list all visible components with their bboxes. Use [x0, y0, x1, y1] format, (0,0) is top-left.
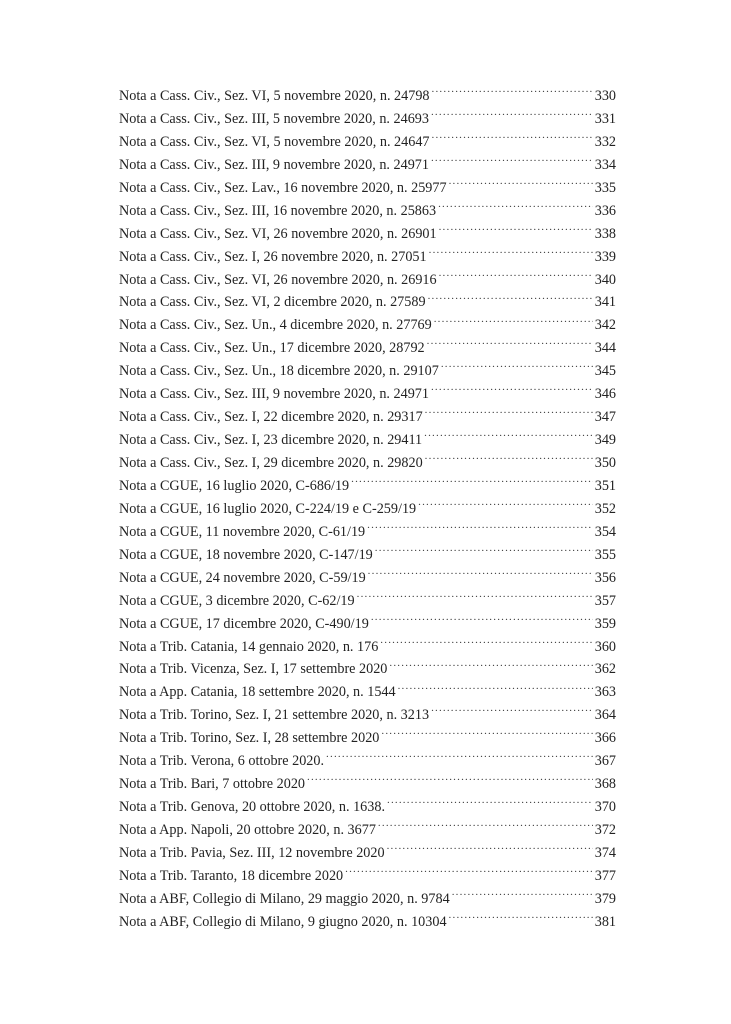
toc-entry-page-number: 347 — [594, 409, 616, 426]
toc-entry-title: Nota a CGUE, 3 dicembre 2020, C-62/19 — [119, 592, 355, 609]
toc-entry-title: Nota a Trib. Bari, 7 ottobre 2020 — [119, 776, 306, 793]
toc-entry — [119, 681, 616, 704]
toc-entry-page-number: 360 — [594, 638, 616, 655]
toc-entry — [119, 773, 616, 796]
toc-entry-page-number: 334 — [594, 156, 616, 173]
toc-entry-title: Nota a Trib. Torino, Sez. I, 28 settembre 2020 — [119, 730, 380, 747]
toc-entry-page-number: 363 — [594, 684, 616, 701]
table-of-contents — [119, 85, 616, 934]
dot-leader — [418, 499, 593, 513]
toc-entry — [119, 636, 616, 659]
dot-leader — [326, 751, 593, 765]
dot-leader — [452, 889, 593, 903]
toc-entry — [119, 177, 616, 200]
dot-leader — [381, 728, 592, 742]
toc-entry — [119, 291, 616, 314]
toc-entry — [119, 544, 616, 567]
toc-entry — [119, 498, 616, 521]
toc-entry-title: Nota a App. Catania, 18 settembre 2020, n. 1544 — [119, 684, 396, 701]
toc-entry-page-number: 346 — [594, 386, 616, 403]
toc-entry-title: Nota a CGUE, 16 luglio 2020, C-224/19 e C-259/19 — [119, 500, 417, 517]
toc-entry-title: Nota a ABF, Collegio di Milano, 29 maggio 2020, n. 9784 — [119, 890, 450, 907]
dot-leader — [449, 178, 593, 192]
toc-entry-page-number: 340 — [594, 271, 616, 288]
dot-leader — [428, 292, 593, 306]
toc-entry-title: Nota a Cass. Civ., Sez. VI, 2 dicembre 2020, n. 27589 — [119, 294, 426, 311]
toc-entry-title: Nota a CGUE, 16 luglio 2020, C-686/19 — [119, 477, 350, 494]
toc-entry-title: Nota a CGUE, 17 dicembre 2020, C-490/19 — [119, 615, 369, 632]
toc-entry-title: Nota a Cass. Civ., Sez. I, 29 dicembre 2020, n. 29820 — [119, 455, 423, 471]
dot-leader — [431, 109, 593, 123]
toc-entry — [119, 750, 616, 773]
toc-entry-title: Nota a Cass. Civ., Sez. Un., 18 dicembre 2020, n. 29107 — [119, 363, 439, 380]
toc-entry — [119, 911, 616, 934]
toc-entry — [119, 475, 616, 498]
dot-leader — [387, 843, 593, 857]
toc-entry — [119, 865, 616, 888]
toc-entry — [119, 452, 616, 475]
toc-entry — [119, 613, 616, 636]
toc-entry-title: Nota a CGUE, 24 novembre 2020, C-59/19 — [119, 569, 366, 586]
toc-entry-page-number: 370 — [594, 799, 616, 816]
toc-entry — [119, 154, 616, 177]
toc-entry — [119, 796, 616, 819]
toc-entry — [119, 269, 616, 292]
toc-entry-page-number: 352 — [594, 500, 616, 517]
dot-leader — [378, 820, 593, 834]
toc-entry — [119, 521, 616, 544]
dot-leader — [345, 866, 593, 880]
dot-leader — [371, 613, 593, 627]
toc-entry-page-number: 359 — [594, 615, 616, 632]
toc-entry-page-number: 342 — [594, 317, 616, 334]
toc-entry — [119, 819, 616, 842]
toc-entry-page-number: 332 — [594, 133, 616, 150]
toc-entry — [119, 223, 616, 246]
toc-entry-title: Nota a CGUE, 11 novembre 2020, C-61/19 — [119, 523, 366, 540]
toc-entry-page-number: 367 — [594, 753, 616, 770]
dot-leader — [427, 338, 593, 352]
toc-entry-page-number: 336 — [594, 202, 616, 219]
toc-entry-page-number: 331 — [594, 110, 616, 127]
dot-leader — [357, 590, 593, 604]
toc-entry-title: Nota a Trib. Pavia, Sez. III, 12 novembre 2020 — [119, 844, 385, 861]
dot-leader — [307, 774, 593, 788]
toc-entry-title: Nota a Cass. Civ., Sez. I, 23 dicembre 2020, n. 29411 — [119, 432, 423, 449]
toc-entry — [119, 704, 616, 727]
toc-entry-title: Nota a ABF, Collegio di Milano, 9 giugno 2020, n. 10304 — [119, 913, 447, 930]
toc-entry-page-number: 381 — [594, 913, 616, 930]
toc-entry-page-number: 364 — [594, 707, 616, 724]
toc-entry-title: Nota a Trib. Catania, 14 gennaio 2020, n. 176 — [119, 638, 379, 655]
toc-entry-title: Nota a Cass. Civ., Sez. VI, 26 novembre 2020, n. 26916 — [119, 271, 437, 288]
toc-entry-page-number: 377 — [594, 867, 616, 884]
dot-leader — [434, 315, 593, 329]
toc-entry-title: Nota a Cass. Civ., Sez. I, 22 dicembre 2020, n. 29317 — [119, 409, 423, 426]
dot-leader — [431, 705, 593, 719]
dot-leader — [425, 407, 593, 421]
toc-entry — [119, 842, 616, 865]
toc-entry-page-number: 341 — [594, 294, 616, 311]
toc-entry — [119, 429, 616, 452]
toc-entry-title: Nota a CGUE, 18 novembre 2020, C-147/19 — [119, 546, 373, 563]
toc-entry — [119, 590, 616, 613]
toc-entry-page-number: 366 — [594, 730, 616, 747]
dot-leader — [431, 384, 593, 398]
toc-entry — [119, 200, 616, 223]
toc-entry — [119, 888, 616, 911]
toc-entry-page-number: 345 — [594, 363, 616, 380]
toc-entry-page-number: 362 — [594, 661, 616, 678]
toc-entry-page-number: 379 — [594, 890, 616, 907]
toc-entry-title: Nota a Cass. Civ., Sez. III, 9 novembre 2020, n. 24971 — [119, 386, 429, 403]
toc-entry-title: Nota a Trib. Genova, 20 ottobre 2020, n. 1638. — [119, 799, 385, 816]
toc-entry-page-number: 351 — [594, 477, 616, 494]
dot-leader — [351, 476, 593, 490]
toc-entry-page-number: 335 — [594, 179, 616, 196]
toc-entry-page-number: 357 — [594, 592, 616, 609]
toc-entry-page-number: 338 — [594, 225, 616, 242]
toc-entry-title: Nota a App. Napoli, 20 ottobre 2020, n. 3677 — [119, 822, 376, 838]
dot-leader — [398, 682, 593, 696]
toc-entry-title: Nota a Cass. Civ., Sez. III, 9 novembre 2020, n. 24971 — [119, 156, 429, 173]
toc-entry-page-number: 354 — [594, 523, 616, 540]
toc-entry-page-number: 350 — [594, 455, 616, 471]
toc-entry-title: Nota a Cass. Civ., Sez. VI, 26 novembre 2020, n. 26901 — [119, 225, 437, 242]
toc-entry-title: Nota a Cass. Civ., Sez. VI, 5 novembre 2020, n. 24798 — [119, 88, 430, 104]
dot-leader — [439, 223, 593, 237]
toc-entry-page-number: 339 — [594, 248, 616, 265]
toc-entry-page-number: 374 — [594, 844, 616, 861]
toc-entry-title: Nota a Trib. Vicenza, Sez. I, 17 settembre 2020 — [119, 661, 388, 678]
toc-entry-page-number: 372 — [594, 822, 616, 838]
toc-entry — [119, 85, 616, 108]
toc-entry-title: Nota a Cass. Civ., Sez. Lav., 16 novembre 2020, n. 25977 — [119, 179, 447, 196]
toc-entry-title: Nota a Cass. Civ., Sez. III, 5 novembre 2020, n. 24693 — [119, 110, 429, 127]
toc-entry-title: Nota a Trib. Torino, Sez. I, 21 settembre 2020, n. 3213 — [119, 707, 430, 724]
dot-leader — [438, 201, 593, 215]
dot-leader — [449, 912, 593, 926]
dot-leader — [380, 636, 592, 650]
dot-leader — [389, 659, 592, 673]
dot-leader — [432, 132, 593, 146]
toc-entry-title: Nota a Cass. Civ., Sez. Un., 17 dicembre 2020, 28792 — [119, 340, 425, 357]
dot-leader — [387, 797, 593, 811]
toc-entry-page-number: 349 — [594, 432, 616, 449]
dot-leader — [375, 545, 593, 559]
toc-entry-title: Nota a Cass. Civ., Sez. I, 26 novembre 2020, n. 27051 — [119, 248, 427, 265]
toc-entry — [119, 727, 616, 750]
toc-entry-title: Nota a Trib. Taranto, 18 dicembre 2020 — [119, 867, 344, 884]
toc-entry — [119, 337, 616, 360]
dot-leader — [432, 86, 593, 100]
toc-entry-page-number: 330 — [594, 88, 616, 104]
toc-entry — [119, 360, 616, 383]
toc-entry — [119, 658, 616, 681]
dot-leader — [368, 568, 593, 582]
toc-entry-title: Nota a Cass. Civ., Sez. III, 16 novembre 2020, n. 25863 — [119, 202, 437, 219]
toc-entry — [119, 406, 616, 429]
dot-leader — [439, 269, 593, 283]
toc-entry-page-number: 344 — [594, 340, 616, 357]
dot-leader — [367, 522, 593, 536]
dot-leader — [429, 246, 593, 260]
toc-entry — [119, 567, 616, 590]
dot-leader — [431, 155, 593, 169]
toc-entry — [119, 246, 616, 269]
toc-entry — [119, 108, 616, 131]
toc-entry — [119, 314, 616, 337]
dot-leader — [424, 430, 593, 444]
toc-entry-page-number: 355 — [594, 546, 616, 563]
toc-entry-title: Nota a Cass. Civ., Sez. VI, 5 novembre 2020, n. 24647 — [119, 133, 430, 150]
toc-entry-title: Nota a Trib. Verona, 6 ottobre 2020. — [119, 753, 325, 770]
toc-entry — [119, 131, 616, 154]
toc-entry-title: Nota a Cass. Civ., Sez. Un., 4 dicembre 2020, n. 27769 — [119, 317, 432, 334]
toc-entry — [119, 383, 616, 406]
dot-leader — [441, 361, 593, 375]
toc-entry-page-number: 356 — [594, 569, 616, 586]
dot-leader — [425, 453, 593, 467]
toc-entry-page-number: 368 — [594, 776, 616, 793]
